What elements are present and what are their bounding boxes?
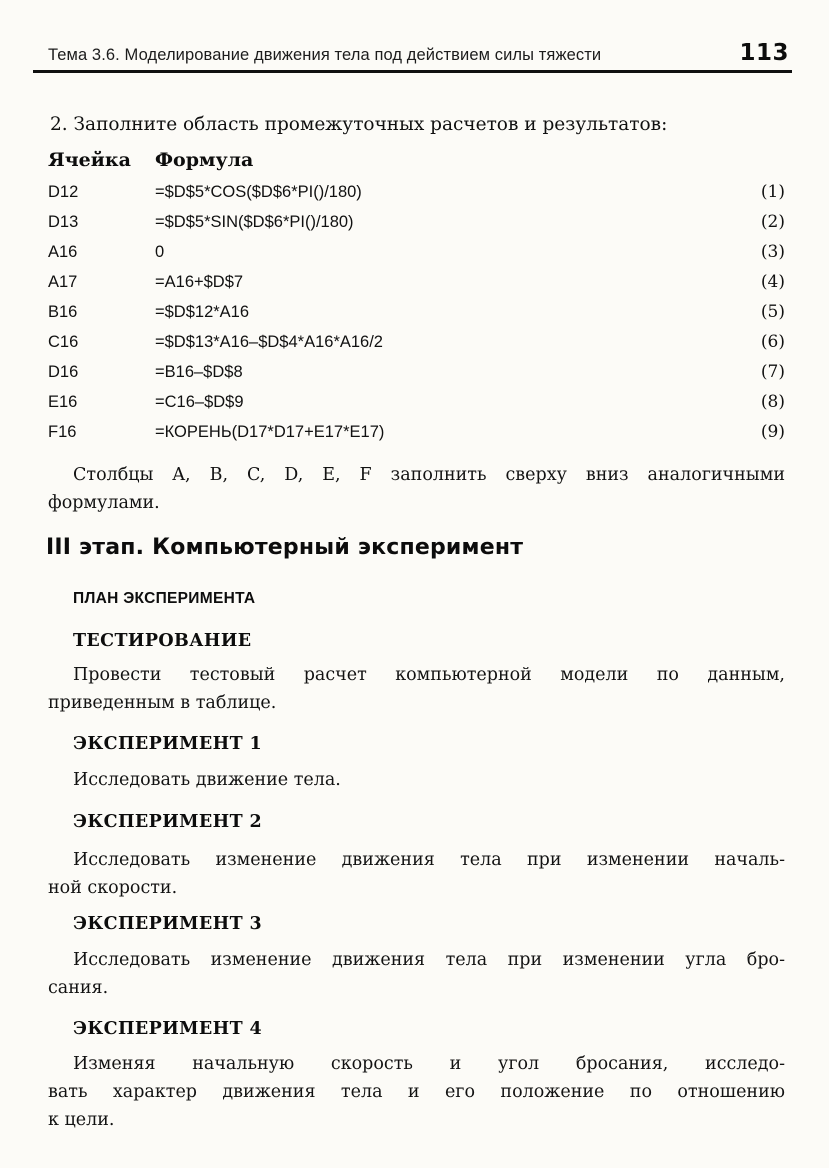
column-header-cell: Ячейка <box>48 149 131 171</box>
equation-number: (9) <box>760 422 785 442</box>
section-heading-experiment-2: ЭКСПЕРИМЕНТ 2 <box>73 812 263 832</box>
running-head-title: Тема 3.6. Моделирование движения тела под действием силы тяжести <box>48 46 602 64</box>
section-paragraph-testing <box>48 661 785 717</box>
cell-ref: A16 <box>48 242 78 261</box>
cell-ref: A17 <box>48 272 78 291</box>
equation-number: (8) <box>760 392 785 412</box>
section-paragraph-experiment-2 <box>48 846 785 902</box>
formula: 0 <box>155 242 165 261</box>
section-heading-testing: ТЕСТИРОВАНИЕ <box>73 631 252 651</box>
cell-ref: C16 <box>48 332 79 351</box>
cell-ref: D16 <box>48 362 79 381</box>
section-heading-experiment-4: ЭКСПЕРИМЕНТ 4 <box>73 1019 263 1039</box>
equation-number: (4) <box>760 272 785 292</box>
formula-table <box>48 177 785 447</box>
equation-number: (6) <box>760 332 785 352</box>
paragraph-line: сания. <box>48 978 109 998</box>
paragraph-line: Изменяя начальную скорость и угол бросания, исследо- <box>73 1054 785 1074</box>
header-rule <box>33 70 792 73</box>
cell-ref: F16 <box>48 422 77 441</box>
paragraph-line: приведенным в таблице. <box>48 693 277 713</box>
section-paragraph-experiment-4 <box>48 1050 785 1134</box>
section-paragraph-experiment-3 <box>48 946 785 1002</box>
formula: =B16–$D$8 <box>155 362 243 381</box>
note-line: Столбцы A, B, C, D, E, F заполнить сверху вниз аналогичными <box>73 465 785 485</box>
paragraph-line: ной скорости. <box>48 878 178 898</box>
equation-number: (2) <box>760 212 785 232</box>
formula: =$D$5*SIN($D$6*PI()/180) <box>155 212 354 231</box>
page-header <box>48 42 789 65</box>
equation-number: (5) <box>760 302 785 322</box>
paragraph-line: Исследовать движение тела. <box>73 770 341 790</box>
formula: =A16+$D$7 <box>155 272 244 291</box>
section-paragraph-experiment-1 <box>48 766 785 794</box>
equation-number: (3) <box>760 242 785 262</box>
cell-ref: B16 <box>48 302 78 321</box>
column-header-formula: Формула <box>155 149 254 171</box>
equation-number: (1) <box>760 182 785 202</box>
plan-heading: ПЛАН ЭКСПЕРИМЕНТА <box>73 590 256 607</box>
cell-ref: E16 <box>48 392 78 411</box>
formula: =$D$12*A16 <box>155 302 250 321</box>
formula: =$D$5*COS($D$6*PI()/180) <box>155 182 362 201</box>
section-heading-experiment-1: ЭКСПЕРИМЕНТ 1 <box>73 734 263 754</box>
cell-ref: D13 <box>48 212 79 231</box>
paragraph-line: Исследовать изменение движения тела при изменении началь- <box>73 850 785 870</box>
formula: =$D$13*A16–$D$4*A16*A16/2 <box>155 332 383 351</box>
paragraph-line: Провести тестовый расчет компьютерной модели по данным, <box>73 665 785 685</box>
note-paragraph <box>48 461 785 517</box>
paragraph-line: Исследовать изменение движения тела при изменении угла бро- <box>73 950 785 970</box>
formula-table-header <box>48 148 785 172</box>
note-line: формулами. <box>48 493 160 513</box>
equation-number: (7) <box>760 362 785 382</box>
paragraph-line: к цели. <box>48 1110 115 1130</box>
intro-paragraph: 2. Заполните область промежуточных расчетов и результатов: <box>50 114 668 135</box>
cell-ref: D12 <box>48 182 79 201</box>
formula: =C16–$D$9 <box>155 392 244 411</box>
section-heading-experiment-3: ЭКСПЕРИМЕНТ 3 <box>73 914 263 934</box>
paragraph-line: вать характер движения тела и его положение по отношению <box>48 1082 785 1102</box>
page-number: 113 <box>739 40 789 66</box>
formula: =КОРЕНЬ(D17*D17+E17*E17) <box>155 422 385 441</box>
stage-heading: III этап. Компьютерный эксперимент <box>46 535 524 560</box>
